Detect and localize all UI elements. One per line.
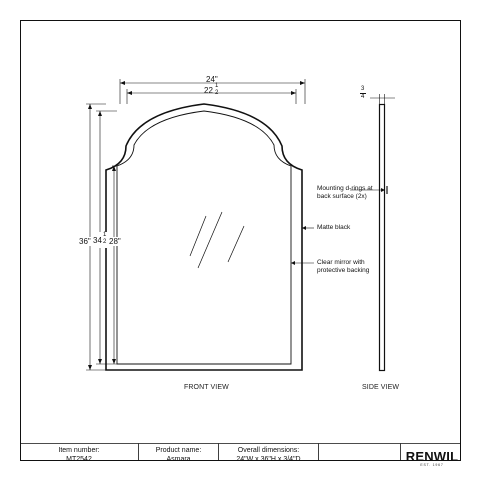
overall-dimensions-label: Overall dimensions: (237, 447, 300, 454)
front-view-drawing (106, 104, 302, 370)
side-view-title: SIDE VIEW (362, 384, 400, 391)
mid-height-frac-num: 1 (103, 232, 107, 238)
overall-height-label: 36" (79, 237, 91, 246)
inner-height-label: 28" (109, 237, 121, 246)
inner-width-label (204, 83, 228, 100)
mid-height-frac-den: 2 (103, 239, 107, 245)
depth-label (360, 86, 368, 104)
overall-dimensions-value: 24"W x 36"H x 3/4"D (236, 456, 301, 463)
reflection-mark (228, 226, 244, 262)
brand-tagline: EST. 1967 (420, 463, 444, 467)
inner-width-frac-den: 2 (215, 90, 219, 96)
item-number-label: Item number: (58, 447, 100, 454)
depth-frac-den: 4 (361, 94, 365, 100)
product-name-cell (139, 446, 218, 464)
finish-callout: Matte black (317, 224, 351, 231)
mirror-inner-outline (117, 111, 291, 364)
product-name-value: Asmara (166, 456, 191, 463)
product-name-label: Product name: (155, 447, 202, 454)
overall-dimensions-cell (219, 446, 318, 464)
depth-frac-num: 3 (361, 86, 365, 92)
reflection-mark (198, 212, 222, 268)
mirror-outer-outline (106, 104, 302, 370)
mounting-callout: Mounting d-rings at back surface (2x) (317, 185, 373, 200)
reflection-mark (190, 216, 206, 256)
inner-width-whole: 22 (204, 86, 213, 95)
item-number-cell (20, 446, 138, 464)
brand-logo: RENWIL (405, 449, 459, 464)
inner-width-frac-num: 1 (215, 83, 219, 89)
item-number-value: MT2542 (66, 456, 92, 463)
mirror-callout: Clear mirror with protective backing (317, 259, 370, 274)
outer-width-label: 24" (206, 75, 218, 84)
side-profile (380, 105, 385, 371)
mid-height-whole: 34 (93, 236, 102, 245)
front-view-title: FRONT VIEW (184, 384, 229, 391)
side-view-drawing (370, 94, 395, 371)
